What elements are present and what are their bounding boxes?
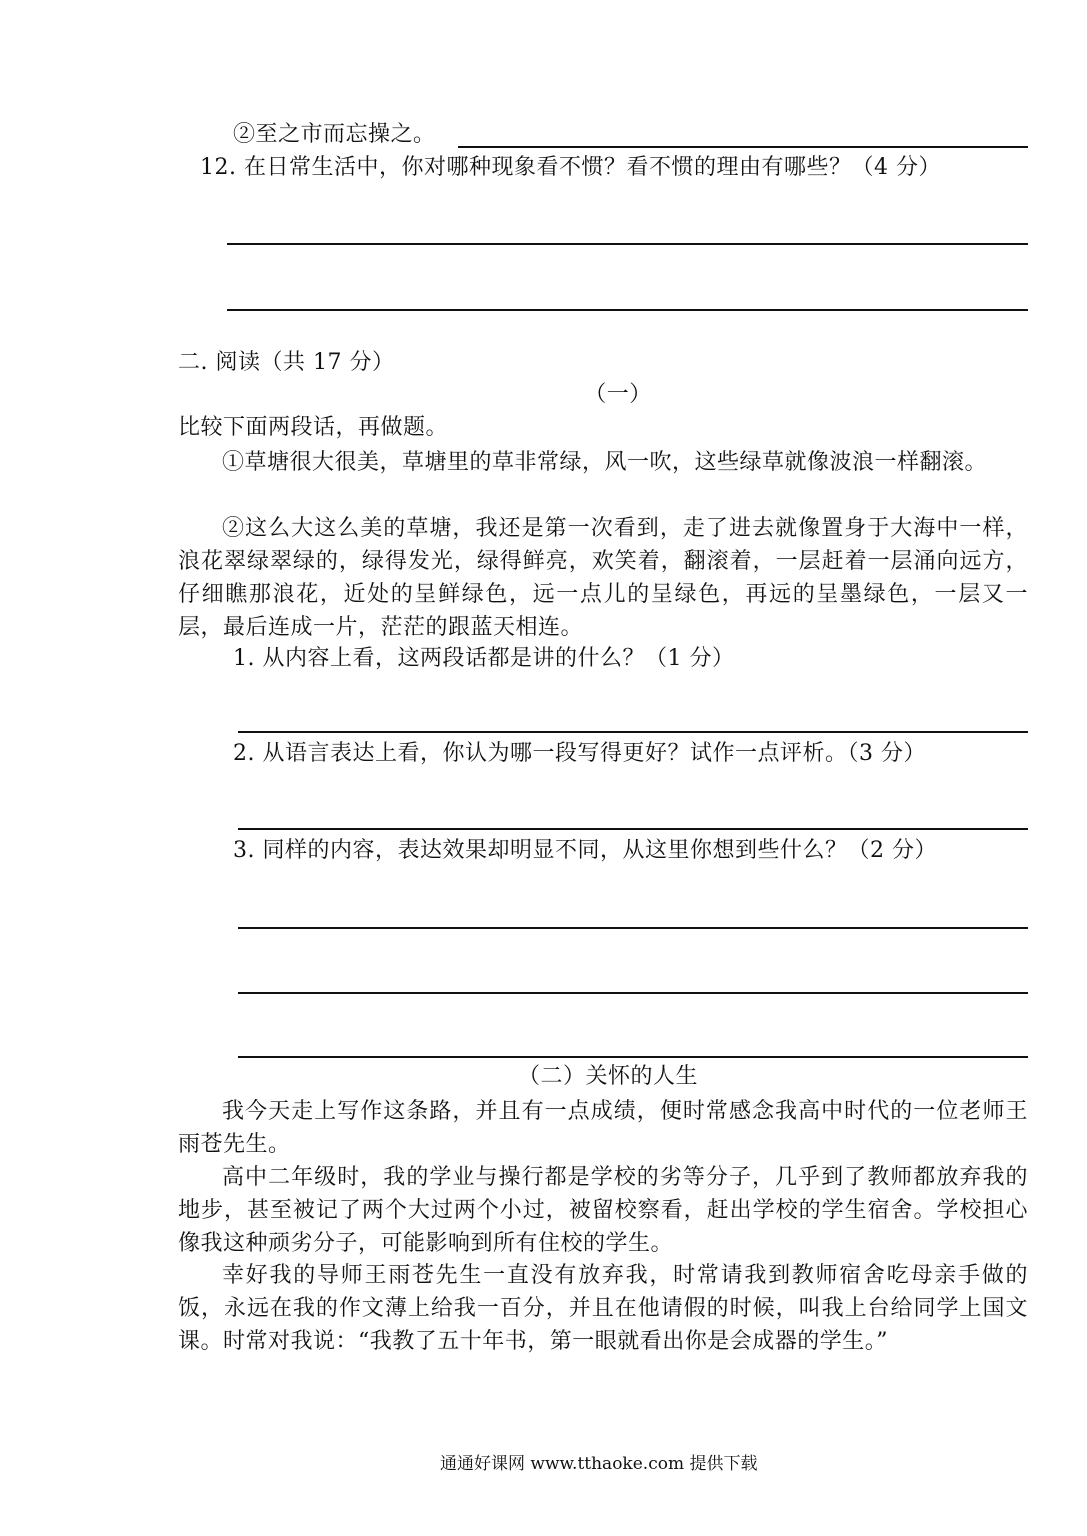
reading-question-2: 2. 从语言表达上看，你认为哪一段写得更好？试作一点评析。（3 分）: [233, 741, 926, 766]
answer-line: [238, 731, 1028, 733]
answer-line: [227, 309, 1028, 311]
article-paragraph-3: 幸好我的导师王雨苍先生一直没有放弃我，时常请我到教师宿舍吃母亲手做的饭，永远在我的作文薄上给我一百分，并且在他请假的时候，叫我上台给同学上国文课。时常对我说：“我教了五十年书，第一眼就看出你是会成器的学生。”: [178, 1263, 1028, 1354]
reading-question-3: 3. 同样的内容，表达效果却明显不同，从这里你想到些什么？（2 分）: [233, 838, 937, 863]
answer-line: [227, 243, 1028, 245]
instruction: 比较下面两段话，再做题。: [178, 415, 449, 440]
article-paragraph-2: 高中二年级时，我的学业与操行都是学校的劣等分子，几乎到了教师都放弃我的地步，甚至被记了两个大过两个小过，被留校察看，赶出学校的学生宿舍。学校担心像我这种顽劣分子，可能影响到所有住校的学生。: [178, 1165, 1028, 1256]
page-footer: 通通好课网 www.tthaoke.com 提供下载: [440, 1454, 758, 1474]
question-12: 12. 在日常生活中，你对哪种现象看不惯？看不惯的理由有哪些？（4 分）: [200, 155, 941, 180]
answer-line: [458, 146, 1028, 148]
article-paragraph-1: 我今天走上写作这条路，并且有一点成绩，便时常感念我高中时代的一位老师王雨苍先生。: [178, 1099, 1028, 1157]
answer-line: [238, 927, 1028, 929]
section-heading: 二. 阅读（共 17 分）: [178, 350, 395, 375]
subsection-title: （一）: [584, 382, 652, 407]
reading-question-1: 1. 从内容上看，这两段话都是讲的什么？（1 分）: [233, 646, 735, 671]
answer-line: [238, 992, 1028, 994]
q11-item-2: ②至之市而忘操之。: [233, 122, 436, 147]
article-title: （二）关怀的人生: [517, 1064, 698, 1089]
answer-line: [238, 828, 1028, 830]
passage-paragraph-1: ①草塘很大很美，草塘里的草非常绿，风一吹，这些绿草就像波浪一样翻滚。: [222, 450, 988, 475]
passage-paragraph-2: ②这么大这么美的草塘，我还是第一次看到，走了进去就像置身于大海中一样，浪花翠绿翠绿的，绿得发光，绿得鲜亮，欢笑着，翻滚着，一层赶着一层涌向远方，仔细瞧那浪花，近处的呈鲜绿色，远一点儿的呈绿色，再远的呈墨绿色，一层又一层，最后连成一片，茫茫的跟蓝天相连。: [178, 516, 1028, 640]
answer-line: [238, 1056, 1028, 1058]
